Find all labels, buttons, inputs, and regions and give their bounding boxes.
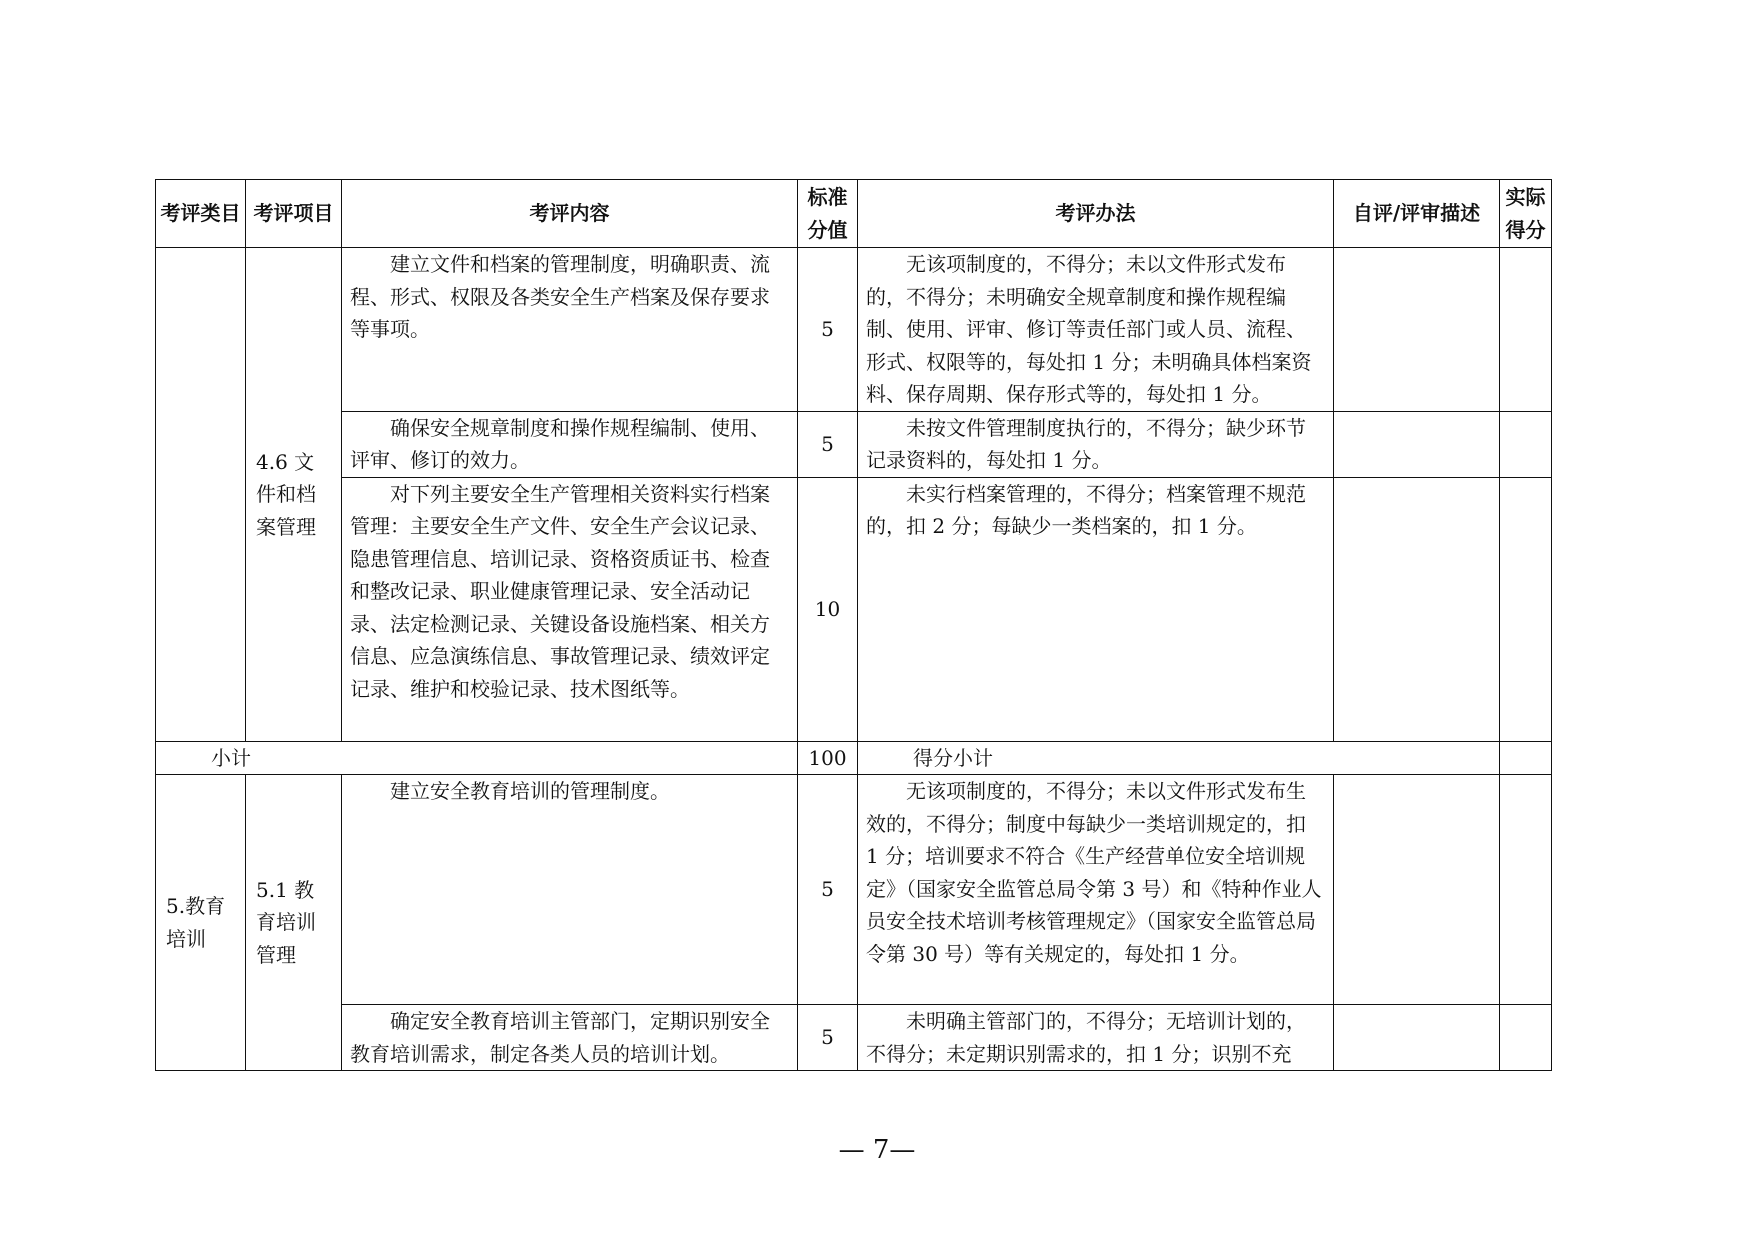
- actual-score-cell[interactable]: [1500, 248, 1552, 412]
- page-number: — 7—: [838, 1135, 916, 1165]
- evaluation-table: [155, 179, 1552, 1071]
- method-cell: 未按文件管理制度执行的，不得分；缺少环节记录资料的，每处扣 1 分。: [858, 411, 1334, 477]
- actual-score-cell[interactable]: [1500, 1005, 1552, 1071]
- self-eval-cell[interactable]: [1334, 775, 1500, 1005]
- score-cell: 5: [798, 411, 858, 477]
- actual-score-cell[interactable]: [1500, 775, 1552, 1005]
- header-score: 标准分值: [798, 180, 858, 248]
- self-eval-cell[interactable]: [1334, 477, 1500, 741]
- score-cell: 5: [798, 1005, 858, 1071]
- item-cell-4-6: 4.6 文件和档案管理: [246, 248, 342, 742]
- score-subtotal-label: 得分小计: [858, 741, 1500, 775]
- actual-score-cell[interactable]: [1500, 411, 1552, 477]
- category-cell-empty: [156, 248, 246, 742]
- table-row: [156, 411, 1552, 477]
- content-cell: 确定安全教育培训主管部门，定期识别安全教育培训需求，制定各类人员的培训计划。: [342, 1005, 798, 1071]
- subtotal-label: 小计: [156, 741, 798, 775]
- method-cell: 未实行档案管理的，不得分；档案管理不规范的，扣 2 分；每缺少一类档案的，扣 1 分。: [858, 477, 1334, 741]
- header-actual: 实际得分: [1500, 180, 1552, 248]
- score-cell: 10: [798, 477, 858, 741]
- actual-score-cell[interactable]: [1500, 477, 1552, 741]
- method-cell: 未明确主管部门的，不得分；无培训计划的，不得分；未定期识别需求的，扣 1 分；识别不充: [858, 1005, 1334, 1071]
- header-self-eval: 自评/评审描述: [1334, 180, 1500, 248]
- item-cell-5-1: 5.1 教育培训管理: [246, 775, 342, 1071]
- self-eval-cell[interactable]: [1334, 248, 1500, 412]
- table-row: [156, 477, 1552, 741]
- table-row: [156, 248, 1552, 412]
- score-cell: 5: [798, 248, 858, 412]
- header-content: 考评内容: [342, 180, 798, 248]
- method-cell: 无该项制度的，不得分；未以文件形式发布的，不得分；未明确安全规章制度和操作规程编制、使用、评审、修订等责任部门或人员、流程、形式、权限等的，每处扣 1 分；未明确具体档案资料、保存周期、保存形式等的，每处扣 1 分。: [858, 248, 1334, 412]
- method-cell: 无该项制度的，不得分；未以文件形式发布生效的，不得分；制度中每缺少一类培训规定的，扣 1 分；培训要求不符合《生产经营单位安全培训规定》（国家安全监管总局令第 3 号）和《特种作业人员安全技术培训考核管理规定》（国家安全监管总局令第 30 号）等有关规定的，每处扣 1 分。: [858, 775, 1334, 1005]
- content-cell: 建立安全教育培训的管理制度。: [342, 775, 798, 1005]
- score-cell: 5: [798, 775, 858, 1005]
- self-eval-cell[interactable]: [1334, 1005, 1500, 1071]
- table-row: [156, 775, 1552, 1005]
- header-row: [156, 180, 1552, 248]
- table-row: [156, 1005, 1552, 1071]
- subtotal-actual-cell[interactable]: [1500, 741, 1552, 775]
- self-eval-cell[interactable]: [1334, 411, 1500, 477]
- content-cell: 确保安全规章制度和操作规程编制、使用、评审、修订的效力。: [342, 411, 798, 477]
- header-item: 考评项目: [246, 180, 342, 248]
- header-method: 考评办法: [858, 180, 1334, 248]
- subtotal-row: [156, 741, 1552, 775]
- subtotal-score: 100: [798, 741, 858, 775]
- content-cell: 对下列主要安全生产管理相关资料实行档案管理：主要安全生产文件、安全生产会议记录、隐患管理信息、培训记录、资格资质证书、检查和整改记录、职业健康管理记录、安全活动记录、法定检测记录、关键设备设施档案、相关方信息、应急演练信息、事故管理记录、绩效评定记录、维护和校验记录、技术图纸等。: [342, 477, 798, 741]
- category-cell-5: 5.教育培训: [156, 775, 246, 1071]
- content-cell: 建立文件和档案的管理制度，明确职责、流程、形式、权限及各类安全生产档案及保存要求等事项。: [342, 248, 798, 412]
- header-category: 考评类目: [156, 180, 246, 248]
